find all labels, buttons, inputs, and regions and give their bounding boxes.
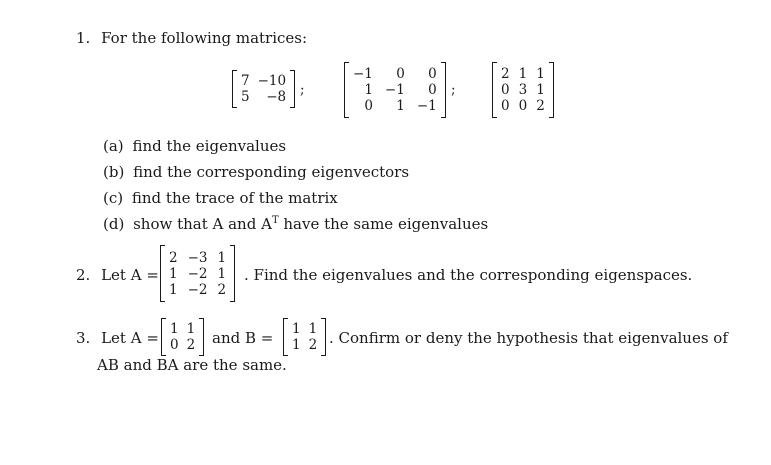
part-label: (b) [103, 163, 125, 181]
matrix-entry: 1 [396, 98, 405, 114]
separator: ; [451, 82, 456, 98]
matrix-entry: 0 [396, 66, 405, 82]
part-a [103, 137, 286, 155]
matrix-entry: 1 [536, 66, 545, 82]
matrix-entry: 2 [186, 337, 196, 353]
matrix-entry: 2 [217, 281, 227, 298]
matrix-entry: 1 [169, 281, 178, 298]
matrix-entry: 1 [518, 66, 528, 82]
part-d [103, 215, 488, 233]
matrix-entry: 7 [241, 73, 250, 89]
problem-number: 3. [76, 329, 91, 347]
part-text-before: show that A and A [133, 215, 272, 233]
matrix-entries [349, 62, 441, 118]
problem-1-heading [76, 29, 307, 47]
matrix-entry: 0 [428, 66, 437, 82]
matrix-entry: 1 [169, 265, 178, 282]
problem-3-tail: . Confirm or deny the hypothesis that eigenvalues of [329, 329, 728, 347]
matrix-entry: −1 [416, 98, 437, 114]
matrix-entry: 1 [186, 321, 196, 337]
matrix-3x3-a [344, 62, 446, 118]
matrix-A [161, 318, 204, 356]
right-bracket [199, 318, 204, 356]
right-bracket [230, 245, 235, 302]
part-label: (c) [103, 189, 124, 207]
matrix-entry: 1 [170, 321, 179, 337]
matrix-entry: −8 [266, 89, 287, 105]
matrix-entry: −1 [384, 82, 405, 98]
problem-number: 1. [76, 29, 91, 47]
separator: ; [300, 82, 305, 98]
problem-3-middle: and B = [212, 329, 274, 347]
matrix-entry: 1 [292, 321, 301, 337]
matrix-entry: 1 [364, 82, 373, 98]
problem-lead: Let A = [101, 266, 159, 284]
matrix-entries [165, 245, 230, 302]
matrix-entry: 0 [364, 98, 373, 114]
matrix-entry: 3 [518, 82, 528, 98]
right-bracket [321, 318, 326, 356]
matrix-entry: 0 [501, 98, 510, 114]
matrix-entry: −3 [187, 249, 208, 266]
part-b [103, 163, 409, 181]
matrix-entry: −2 [187, 265, 208, 282]
problem-lead: Let A = [101, 329, 159, 347]
matrix-entry: 0 [518, 98, 528, 114]
problem-prompt: For the following matrices: [101, 29, 308, 47]
part-text: find the eigenvalues [132, 137, 287, 155]
matrix-entries [237, 70, 290, 108]
matrix-2x2 [232, 70, 295, 108]
problem-3-lead [76, 329, 159, 347]
matrix-entries [288, 318, 321, 356]
part-label: (d) [103, 215, 125, 233]
matrix-entry: 2 [536, 98, 545, 114]
problem-2-lead [76, 266, 159, 284]
matrix-3x3-b [492, 62, 554, 118]
part-c [103, 189, 338, 207]
matrix-entry: 1 [308, 321, 318, 337]
problem-3-line2: AB and BA are the same. [97, 356, 287, 374]
part-text: find the trace of the matrix [131, 189, 338, 207]
matrix-entry: 0 [501, 82, 510, 98]
matrix-3x3-problem2 [160, 245, 235, 302]
problem-2-tail: . Find the eigenvalues and the corresponding eigenspaces. [244, 266, 693, 284]
problem-number: 2. [76, 266, 91, 284]
matrix-entry: 1 [536, 82, 545, 98]
right-bracket [549, 62, 554, 118]
matrix-B [283, 318, 326, 356]
matrix-entry: 0 [428, 82, 437, 98]
part-text: find the corresponding eigenvectors [133, 163, 410, 181]
part-label: (a) [103, 137, 124, 155]
part-text-after: have the same eigenvalues [278, 215, 489, 233]
matrix-entries [497, 62, 549, 118]
matrix-entry: 1 [217, 249, 227, 266]
matrix-entry: −10 [257, 73, 287, 89]
matrix-entry: 2 [308, 337, 318, 353]
transpose-superscript: T [271, 215, 279, 226]
matrix-entry: −1 [353, 66, 373, 82]
matrix-entry: −2 [187, 281, 208, 298]
right-bracket [441, 62, 446, 118]
right-bracket [290, 70, 295, 108]
matrix-entry: 2 [169, 249, 178, 266]
matrix-entry: 0 [170, 337, 179, 353]
matrix-entries [166, 318, 199, 356]
matrix-entry: 1 [217, 265, 227, 282]
matrix-entry: 2 [501, 66, 510, 82]
matrix-entry: 5 [241, 89, 250, 105]
matrix-entry: 1 [292, 337, 301, 353]
